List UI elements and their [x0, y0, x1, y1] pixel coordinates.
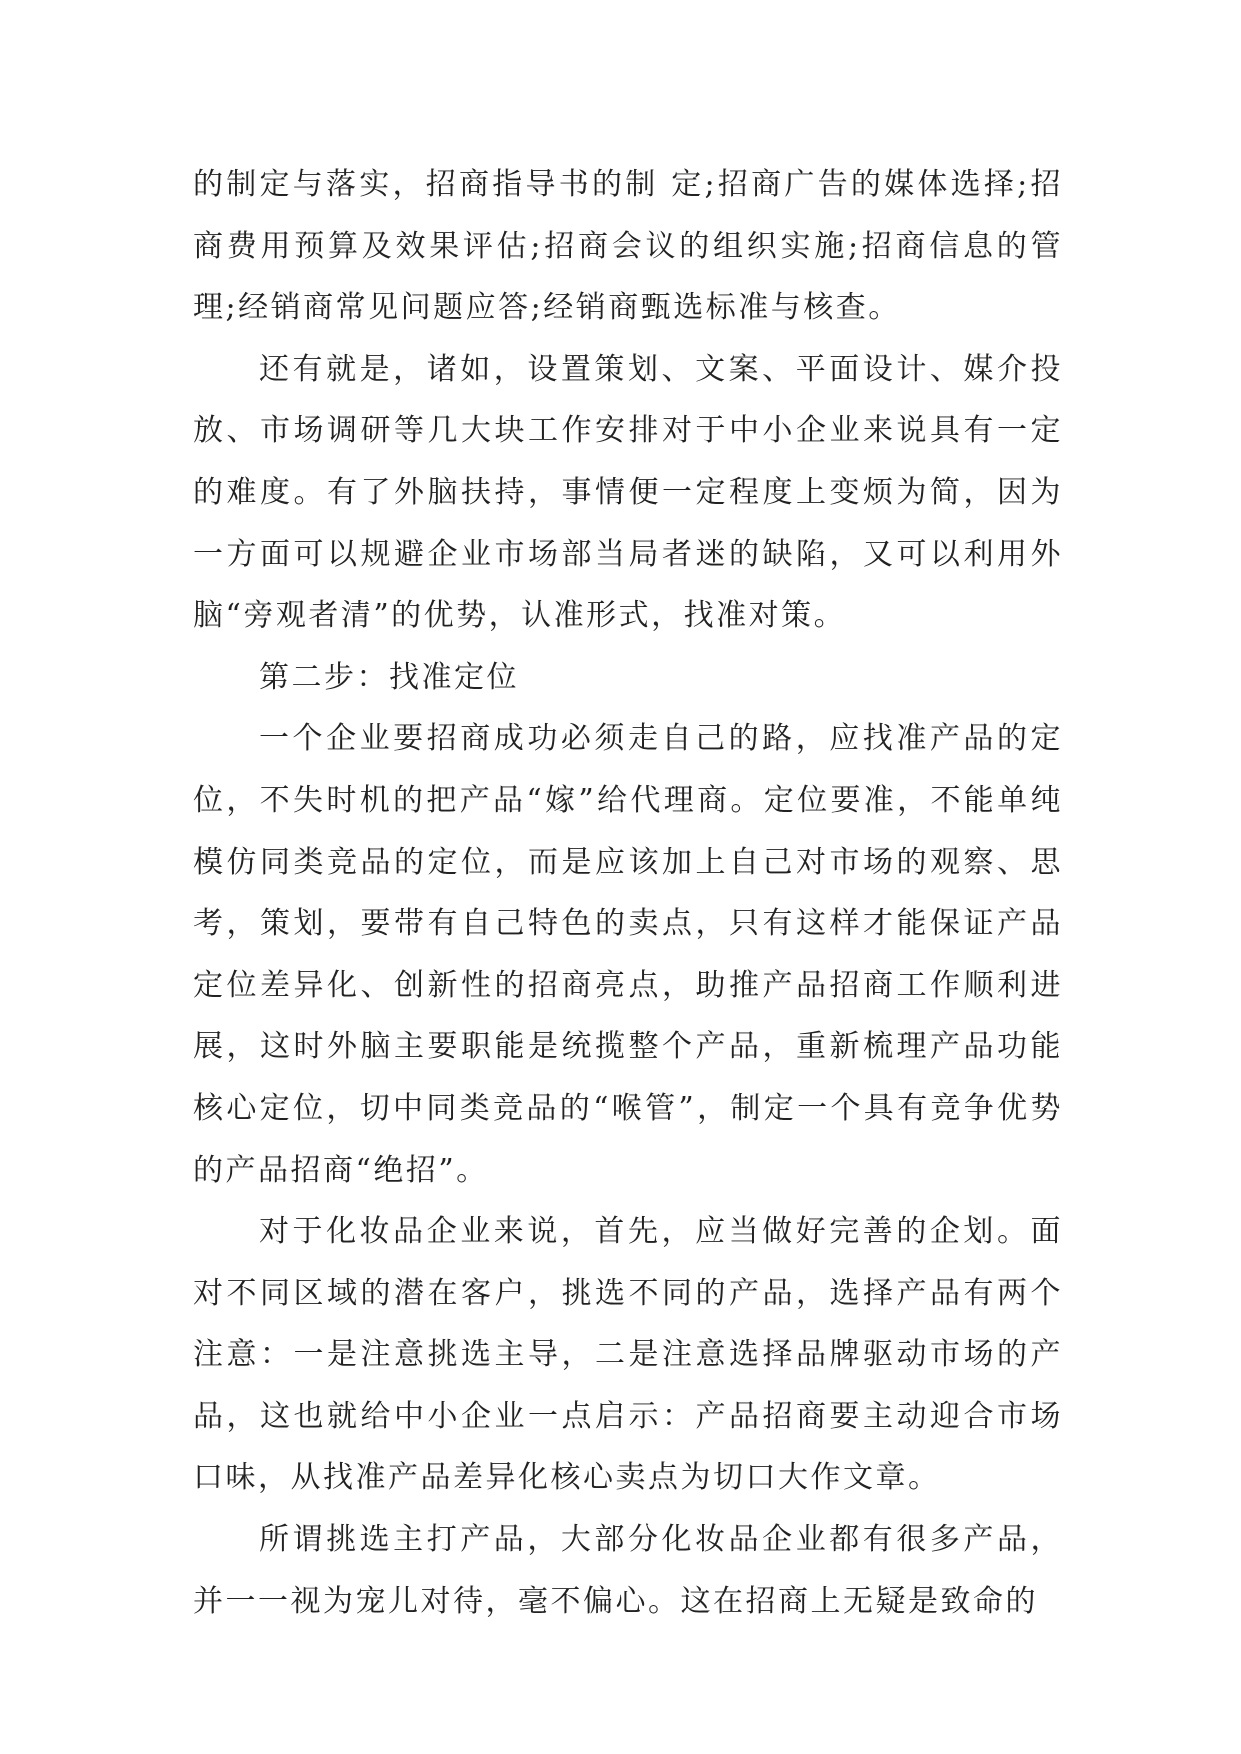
- paragraph-5: 所谓挑选主打产品，大部分化妆品企业都有很多产品，并一一视为宠儿对待，毫不偏心。这在招商上无疑是致命的: [193, 1522, 1063, 1619]
- paragraph-1: 的制定与落实，招商指导书的制 定;招商广告的媒体选择;招商费用预算及效果评估;招商会议的组织实施;招商信息的管理;经销商常见问题应答;经销商甄选标准与核查。: [193, 167, 1063, 326]
- paragraph-4: 对于化妆品企业来说，首先，应当做好完善的企划。面对不同区域的潜在客户，挑选不同的产品，选择产品有两个注意：一是注意挑选主导，二是注意选择品牌驱动市场的产品，这也就给中小企业一点启示：产品招商要主动迎合市场口味，从找准产品差异化核心卖点为切口大作文章。: [193, 1214, 1063, 1496]
- paragraph-2: 还有就是，诸如，设置策划、文案、平面设计、媒介投放、市场调研等几大块工作安排对于中小企业来说具有一定的难度。有了外脑扶持，事情便一定程度上变烦为简，因为一方面可以规避企业市场部当局者迷的缺陷，又可以利用外脑“旁观者清”的优势，认准形式，找准对策。: [193, 351, 1063, 634]
- section-heading-step-two: 第二步：找准定位: [259, 659, 519, 695]
- document-body: [193, 154, 1063, 1632]
- paragraph-3: 一个企业要招商成功必须走自己的路，应找准产品的定位，不失时机的把产品“嫁”给代理商。定位要准，不能单纯模仿同类竞品的定位，而是应该加上自己对市场的观察、思考，策划，要带有自己特色的卖点，只有这样才能保证产品定位差异化、创新性的招商亮点，助推产品招商工作顺利进展，这时外脑主要职能是统揽整个产品，重新梳理产品功能核心定位，切中同类竞品的“喉管”，制定一个具有竞争优势的产品招商“绝招”。: [193, 721, 1063, 1188]
